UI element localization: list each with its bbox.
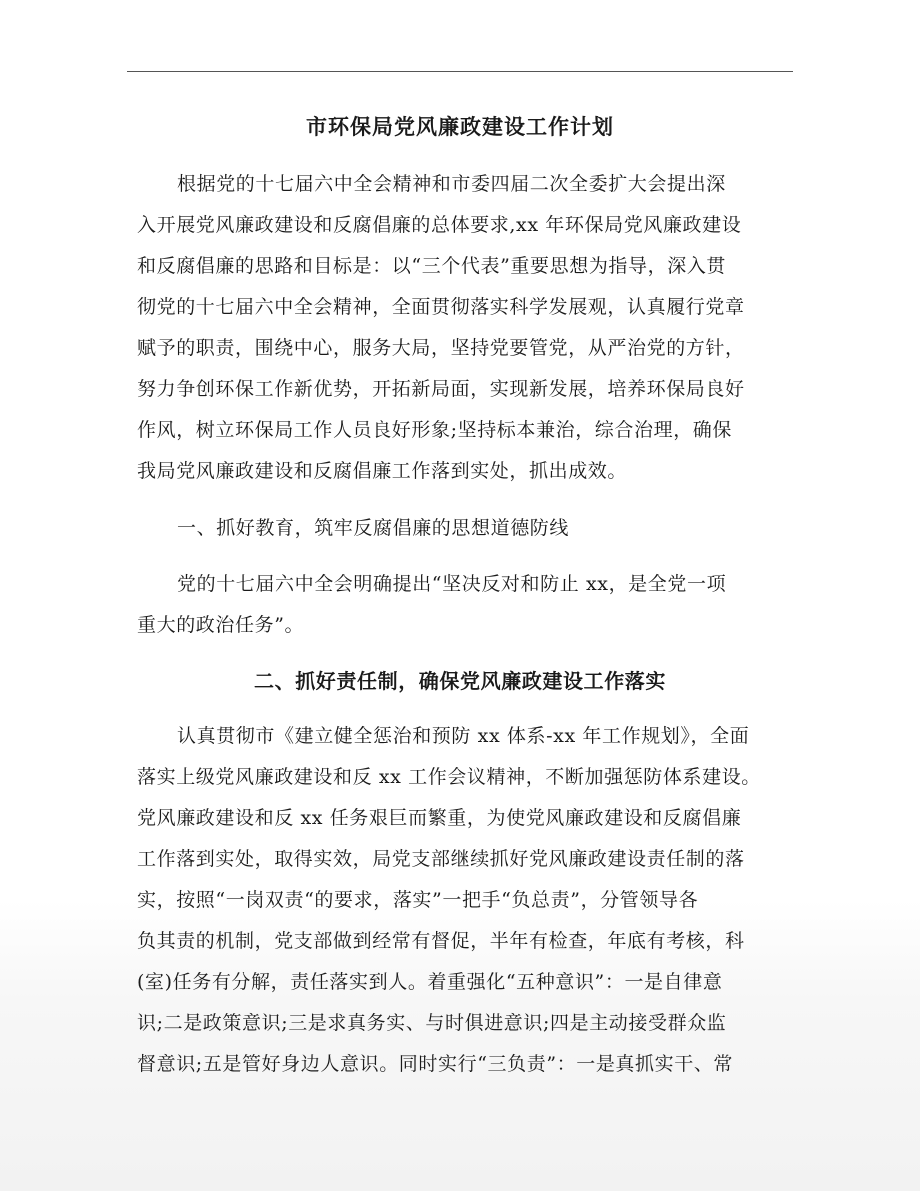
paragraph-line: 和反腐倡廉的思路和目标是：以“三个代表”重要思想为指导，深入贯 (137, 255, 727, 277)
paragraph-line: (室)任务有分解，责任落实到人。着重强化“五种意识”：一是自律意 (137, 971, 723, 993)
paragraph-line: 识;二是政策意识;三是求真务实、与时俱进意识;四是主动接受群众监 (137, 1012, 727, 1034)
section-heading: 一、抓好教育，筑牢反腐倡廉的思想道德防线 (177, 517, 570, 539)
paragraph-line: 认真贯彻市《建立健全惩治和预防 xx 体系-xx 年工作规划》，全面 (177, 725, 750, 747)
paragraph-line: 督意识;五是管好身边人意识。同时实行“三负责”：一是真抓实干、常 (137, 1053, 734, 1075)
paragraph-line: 党风廉政建设和反 xx 任务艰巨而繁重，为使党风廉政建设和反腐倡廉 (137, 807, 742, 829)
paragraph-line: 入开展党风廉政建设和反腐倡廉的总体要求,xx 年环保局党风廉政建设 (137, 214, 742, 236)
paragraph-line: 努力争创环保工作新优势，开拓新局面，实现新发展，培养环保局良好 (137, 378, 745, 400)
paragraph-line: 工作落到实处，取得实效，局党支部继续抓好党风廉政建设责任制的落 (137, 848, 745, 870)
paragraph-line: 彻党的十七届六中全会精神，全面贯彻落实科学发展观，认真履行党章 (137, 296, 745, 318)
paragraph-line: 作风，树立环保局工作人员良好形象;坚持标本兼治，综合治理，确保 (137, 419, 733, 441)
page-title: 市环保局党风廉政建设工作计划 (306, 114, 614, 139)
paragraph-line: 落实上级党风廉政建设和反 xx 工作会议精神，不断加强惩防体系建设。 (137, 766, 761, 788)
top-rule (127, 71, 793, 72)
section-heading-bold: 二、抓好责任制，确保党风廉政建设工作落实 (254, 669, 666, 693)
paragraph-line: 根据党的十七届六中全会精神和市委四届二次全委扩大会提出深 (177, 173, 726, 195)
paragraph-line: 赋予的职责，围绕中心，服务大局，坚持党要管党，从严治党的方针， (137, 337, 745, 359)
paragraph-line: 重大的政治任务”。 (137, 614, 305, 636)
paragraph-line: 负其责的机制，党支部做到经常有督促，半年有检查，年底有考核，科 (137, 930, 745, 952)
paragraph-line: 实，按照“一岗双责“的要求，落实”一把手“负总责”，分管领导各 (137, 889, 699, 911)
paragraph-line: 党的十七届六中全会明确提出“坚决反对和防止 xx，是全党一项 (177, 573, 727, 595)
paragraph-line: 我局党风廉政建设和反腐倡廉工作落到实处，抓出成效。 (137, 460, 628, 482)
